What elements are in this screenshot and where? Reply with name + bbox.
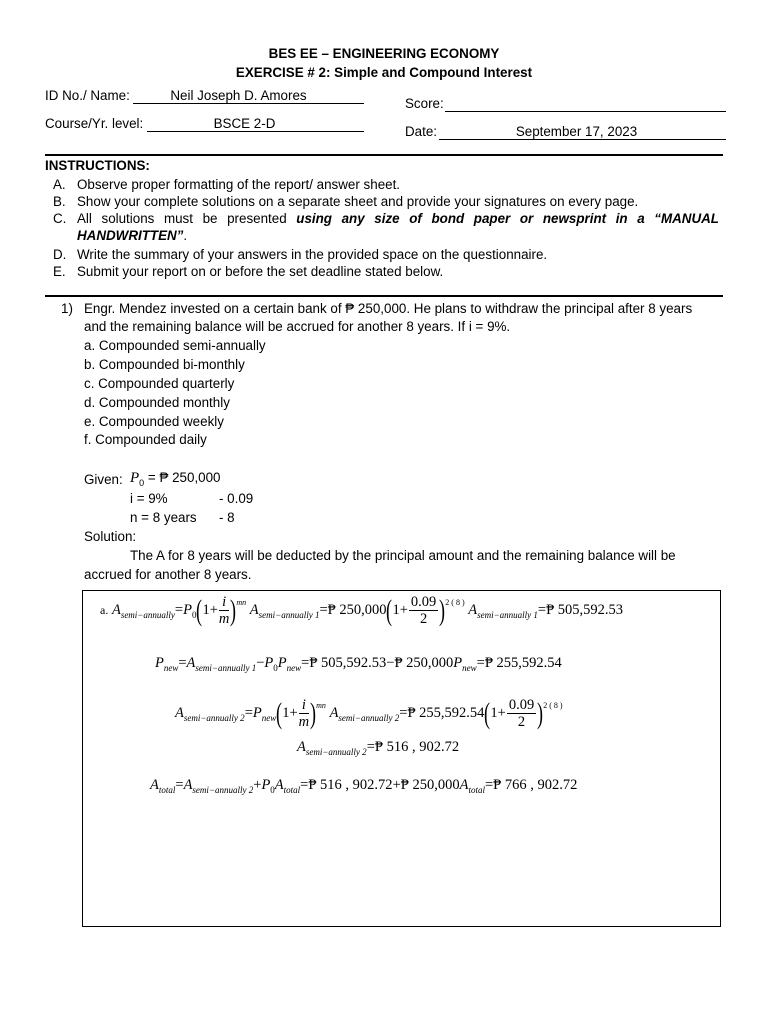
given-rate: i = 9% xyxy=(130,491,168,506)
header-divider xyxy=(45,154,723,156)
equation-semi-annual-1: a. $A_{semi-annually}=P_0(1+$ $\frac{i}{m}$ )$^{mn}$ $A_{semi-annually 1}=₱$ 250,000(1+ $\frac{0.09}{2}$ )$^{2 ( 8 )}$ $A_{semi-annually 1}=₱$ 505,592.53 xyxy=(100,593,624,627)
given-periods-value: - 8 xyxy=(219,510,235,525)
score-label: Score: xyxy=(405,96,444,111)
date-value: September 17, 2023 xyxy=(515,124,638,139)
problem-text-line1: Engr. Mendez invested on a certain bank of ₱ 250,000. He plans to withdraw the principal after 8 years xyxy=(84,301,693,316)
instruction-text-cont: HANDWRITTEN”. xyxy=(77,228,188,243)
instruction-item xyxy=(53,211,719,247)
instructions-heading: INSTRUCTIONS: xyxy=(45,158,150,173)
instruction-text: All solutions must be presented using any size of bond paper or newsprint in a “MANUAL xyxy=(77,211,719,226)
instruction-text: Observe proper formatting of the report/ answer sheet. xyxy=(77,177,401,192)
instruction-emphasis: using any size of bond paper or newsprint in a “MANUAL xyxy=(296,211,719,226)
given-label: Given: xyxy=(84,472,123,487)
option-item: a. Compounded semi-annually xyxy=(84,338,266,353)
instruction-letter: B. xyxy=(53,194,66,209)
instruction-text: Submit your report on or before the set deadline stated below. xyxy=(77,264,444,279)
option-item: d. Compounded monthly xyxy=(84,395,230,410)
id-label: ID No./ Name: xyxy=(45,88,130,103)
course-field xyxy=(147,116,364,132)
problem-number: 1) xyxy=(61,301,73,316)
instruction-letter: D. xyxy=(53,247,67,262)
instruction-text: Write the summary of your answers in the provided space on the questionnaire. xyxy=(77,247,548,262)
option-item: c. Compounded quarterly xyxy=(84,376,235,391)
solution-text-line1: The A for 8 years will be deducted by the principal amount and the remaining balance will be xyxy=(130,548,676,563)
equation-semi-annual-2: $A_{semi-annually 2}=P_{new}(1+$ $\frac{i}{m}$ )$^{mn}$ $A_{semi-annually 2}=₱$ 255,592.54(1+ $\frac{0.09}{2}$ )$^{2 ( 8 )}$ xyxy=(175,696,563,730)
date-field xyxy=(439,124,726,140)
given-rate-decimal: - 0.09 xyxy=(219,491,254,506)
doc-title-course: BES EE – ENGINEERING ECONOMY xyxy=(268,46,500,61)
score-field xyxy=(445,96,726,112)
option-item: f. Compounded daily xyxy=(84,432,207,447)
instruction-text: Show your complete solutions on a separate sheet and provide your signatures on every page. xyxy=(77,194,639,209)
solution-label: Solution: xyxy=(84,529,137,544)
instruction-letter: C. xyxy=(53,211,67,226)
id-name-field xyxy=(133,88,364,104)
given-principal: $P_0$ = ₱ 250,000 xyxy=(130,470,221,488)
instructions-divider xyxy=(45,295,723,297)
id-name-value: Neil Joseph D. Amores xyxy=(170,88,307,103)
solution-text-line2: accrued for another 8 years. xyxy=(84,567,252,582)
option-item: e. Compounded weekly xyxy=(84,414,224,429)
doc-title-exercise: EXERCISE # 2: Simple and Compound Interest xyxy=(235,65,533,80)
problem-text-line2: and the remaining balance will be accrued for another 8 years. If i = 9%. xyxy=(84,319,511,334)
equation-new-principal: $P_{new}=A_{semi-annually 1}-P_0P_{new}=₱$ 505,592.53−₱ $250,000P_{new}=₱$ 255,592.54 xyxy=(155,655,562,673)
equation-semi-annual-2-result: $A_{semi-annually 2}=₱$ 516 , 902.72 xyxy=(297,739,460,757)
given-periods: n = 8 years xyxy=(130,510,197,525)
date-label: Date: xyxy=(405,124,438,139)
instruction-letter: E. xyxy=(53,264,66,279)
solution-box xyxy=(82,590,721,927)
course-value: BSCE 2-D xyxy=(213,116,276,131)
instruction-letter: A. xyxy=(53,177,66,192)
option-item: b. Compounded bi-monthly xyxy=(84,357,245,372)
course-label: Course/Yr. level: xyxy=(45,116,144,131)
equation-total: $A_{total}=A_{semi-annually 2}+P_0A_{total}=₱$ 516 , 902.72+₱ $250,000A_{total}=₱$ 766 , 902.72 xyxy=(150,777,578,795)
